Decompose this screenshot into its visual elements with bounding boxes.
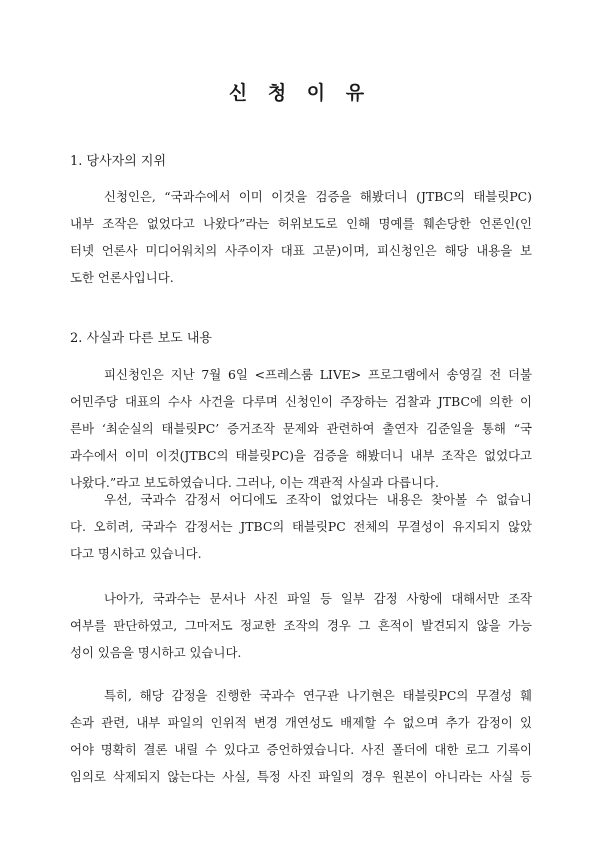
section-heading-2: 2. 사실과 다른 보도 내용 — [70, 331, 212, 346]
paragraph-line: 어야 명확히 결론 내릴 수 있다고 증언하였습니다. 사진 폴더에 대한 로그 기록이 — [70, 742, 532, 757]
paragraph-line: 다. 오히려, 국과수 감정서는 JTBC의 태블릿PC 전체의 무결성이 유지되지 않았 — [70, 519, 532, 534]
paragraph — [70, 682, 532, 790]
paragraph-line: 우선, 국과수 감정서 어디에도 조작이 없었다는 내용은 찾아볼 수 없습니 — [104, 492, 532, 507]
paragraph-line: 른바 ‘최순실의 태블릿PC’ 증거조작 문제와 관련하여 출연자 김준일을 통해 “국 — [70, 421, 532, 436]
paragraph-line: 손과 관련, 내부 파일의 인위적 변경 개연성도 배제할 수 없으며 추가 감정이 있 — [70, 715, 532, 730]
paragraph-line: 여부를 판단하였고, 그마저도 정교한 조작의 경우 그 흔적이 발견되지 않을 가능 — [70, 618, 532, 633]
paragraph — [70, 585, 532, 666]
paragraph-line: 다고 명시하고 있습니다. — [70, 546, 202, 561]
paragraph — [70, 183, 532, 291]
paragraph-line: 특히, 해당 감정을 진행한 국과수 연구관 나기현은 태블릿PC의 무결성 훼 — [104, 688, 532, 703]
paragraph-line: 터넷 언론사 미디어워치의 사주이자 대표 고문)이며, 피신청인은 해당 내용을 보 — [70, 243, 532, 258]
paragraph-line: 도한 언론사입니다. — [70, 270, 174, 285]
paragraph — [70, 486, 532, 567]
section-heading-1: 1. 당사자의 지위 — [70, 154, 167, 169]
paragraph-line: 신청인은, “국과수에서 이미 이것을 검증을 해봤더니 (JTBC의 태블릿PC) — [104, 189, 532, 204]
paragraph-line: 나아가, 국과수는 문서나 사진 파일 등 일부 감정 사항에 대해서만 조작 — [104, 591, 532, 606]
paragraph-line: 임의로 삭제되지 않는다는 사실, 특정 사진 파일의 경우 원본이 아니라는 사실 등 — [70, 769, 532, 784]
paragraph-line: 피신청인은 지난 7월 6일 <프레스룸 LIVE> 프로그램에서 송영길 전 더불 — [104, 367, 532, 382]
paragraph-line: 나왔다.”라고 보도하였습니다. 그러나, 이는 객관적 사실과 다릅니다. — [70, 475, 439, 490]
paragraph-line: 성이 있음을 명시하고 있습니다. — [70, 645, 242, 660]
paragraph-line: 어민주당 대표의 수사 사건을 다루며 신청인이 주장하는 검찰과 JTBC에 의한 이 — [70, 394, 532, 409]
paragraph — [70, 361, 532, 496]
document-title: 신 청 이 유 — [228, 82, 372, 104]
paragraph-line: 과수에서 이미 이것(JTBC의 태블릿PC)을 검증을 해봤더니 내부 조작은 없었다고 — [70, 448, 532, 463]
paragraph-line: 내부 조작은 없었다고 나왔다”라는 허위보도로 인해 명예를 훼손당한 언론인(인 — [70, 216, 532, 231]
